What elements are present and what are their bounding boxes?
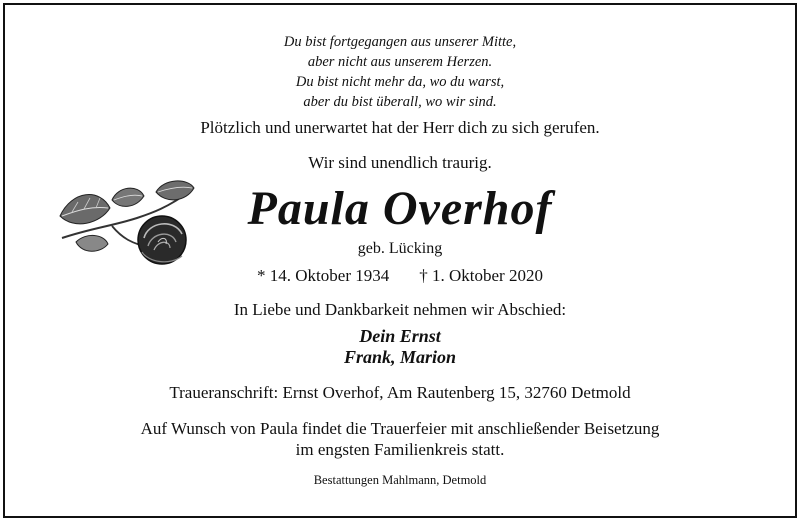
poem [0, 32, 800, 112]
funeral-note-line: Auf Wunsch von Paula findet die Trauerfeier mit anschließender Beisetzung [140, 419, 660, 438]
poem-line: aber nicht aus unserem Herzen. [307, 54, 493, 70]
birth-date: * 14. Oktober 1934 [257, 266, 390, 285]
maiden-name: geb. Lücking [357, 240, 443, 257]
funeral-note [0, 418, 800, 460]
intro-line: Plötzlich und unerwartet hat der Herr dich zu sich gerufen. [200, 118, 600, 137]
funeral-note-line: im engsten Familienkreis statt. [295, 440, 505, 459]
sorrow-line: Wir sind unendlich traurig. [308, 153, 492, 172]
mourners [0, 326, 800, 368]
deceased-name: Paula Overhof [247, 182, 553, 235]
poem-line: aber du bist überall, wo wir sind. [303, 94, 497, 110]
funeral-home: Bestattungen Mahlmann, Detmold [313, 473, 487, 487]
death-date: † 1. Oktober 2020 [419, 266, 543, 285]
life-dates [0, 266, 800, 286]
mourning-address: Traueranschrift: Ernst Overhof, Am Rautenberg 15, 32760 Detmold [169, 383, 631, 402]
poem-line: Du bist fortgegangen aus unserer Mitte, [283, 34, 517, 50]
mourner-line: Frank, Marion [343, 347, 457, 367]
poem-line: Du bist nicht mehr da, wo du warst, [295, 74, 505, 90]
mourner-line: Dein Ernst [359, 326, 441, 346]
farewell-line: In Liebe und Dankbarkeit nehmen wir Abschied: [233, 300, 567, 319]
